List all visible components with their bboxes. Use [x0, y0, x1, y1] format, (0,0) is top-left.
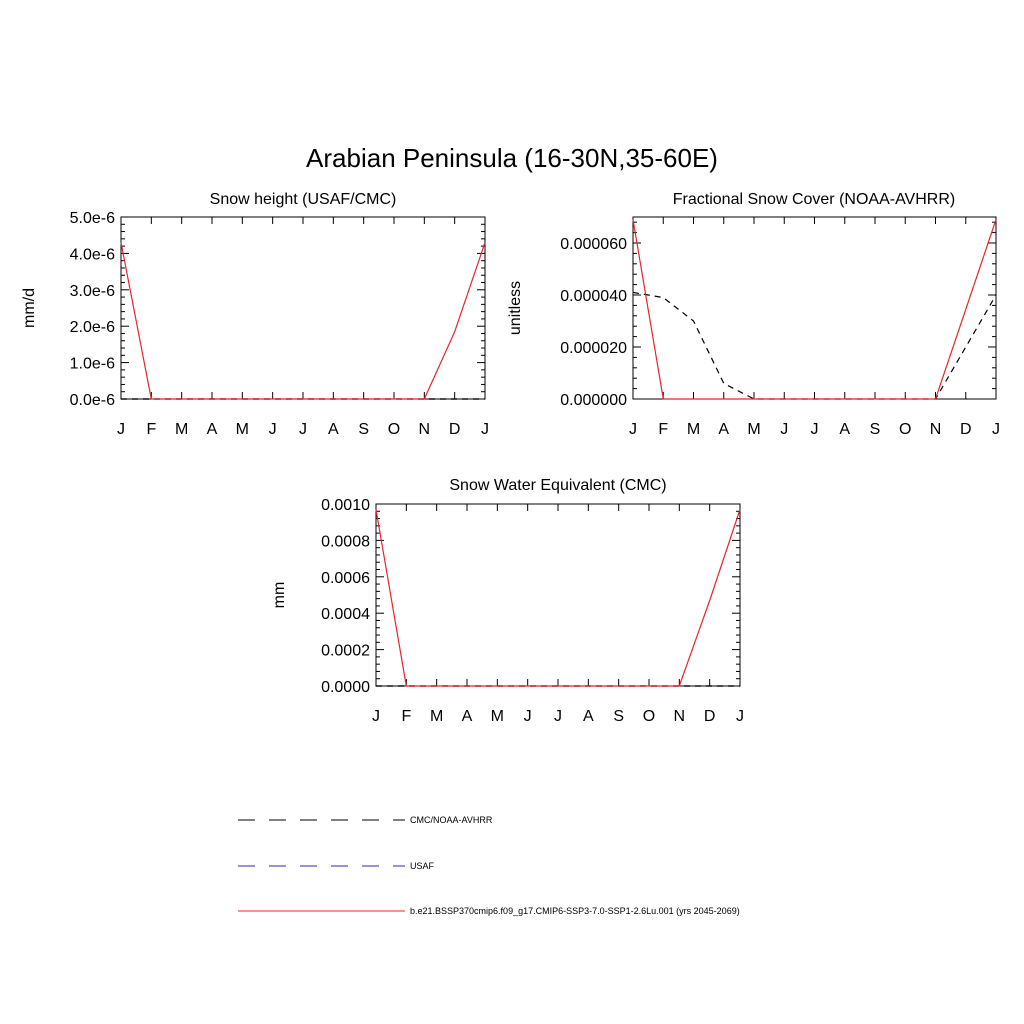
plot-area — [70, 210, 489, 438]
series-line — [376, 510, 740, 687]
x-tick-label: F — [658, 421, 669, 438]
x-tick-label: J — [554, 708, 562, 725]
x-tick-label: J — [299, 421, 307, 438]
x-tick-label: N — [929, 421, 942, 438]
panel-snow-water-equivalent — [271, 477, 744, 725]
x-tick-label: J — [810, 421, 819, 438]
panel-snow-height — [21, 191, 489, 438]
x-tick-label: D — [959, 421, 972, 438]
y-tick-label: 0.0002 — [321, 642, 370, 660]
series-line — [633, 220, 996, 399]
y-axis-label: mm — [271, 581, 288, 609]
plot-area — [321, 497, 744, 725]
x-tick-label: A — [839, 421, 851, 438]
x-tick-label: O — [899, 421, 912, 438]
x-tick-label: J — [780, 421, 789, 438]
x-tick-label: D — [703, 708, 716, 725]
y-tick-label: 5.0e-6 — [69, 210, 115, 227]
series-line — [633, 292, 996, 399]
x-tick-label: S — [613, 708, 625, 725]
legend-entry-cmc — [238, 815, 493, 825]
panel-title: Fractional Snow Cover (NOAA-AVHRR) — [672, 191, 956, 208]
x-tick-label: M — [686, 421, 701, 438]
x-tick-label: A — [718, 421, 730, 438]
legend-entry-model — [238, 906, 740, 916]
x-tick-label: J — [481, 421, 489, 438]
panel-fractional-snow-cover — [507, 191, 1000, 438]
x-tick-label: J — [992, 421, 1000, 438]
legend-entry-usaf — [238, 861, 435, 871]
y-tick-label: 0.0004 — [321, 606, 370, 624]
legend-label: USAF — [410, 861, 435, 871]
y-tick-label: 0.000000 — [560, 392, 627, 409]
x-tick-label: N — [673, 708, 686, 725]
x-tick-label: N — [418, 421, 431, 438]
x-tick-label: F — [401, 708, 412, 725]
x-tick-label: F — [146, 421, 157, 438]
panel-title: Snow height (USAF/CMC) — [209, 191, 397, 208]
x-tick-label: A — [206, 421, 218, 438]
y-axis-label: unitless — [507, 280, 524, 336]
y-tick-label: 0.000060 — [560, 236, 627, 253]
y-tick-label: 0.0e-6 — [69, 392, 115, 409]
x-tick-label: M — [235, 421, 249, 438]
y-tick-label: 0.000020 — [560, 340, 627, 357]
y-tick-label: 3.0e-6 — [69, 282, 115, 300]
x-tick-label: J — [117, 421, 125, 438]
x-tick-label: J — [268, 421, 277, 438]
figure-title: Arabian Peninsula (16-30N,35-60E) — [306, 143, 718, 173]
x-tick-label: A — [582, 708, 594, 725]
plot-frame — [376, 504, 740, 686]
x-tick-label: J — [736, 708, 744, 725]
plot-frame — [121, 217, 485, 399]
y-tick-label: 0.000040 — [560, 288, 627, 305]
plot-frame — [633, 217, 996, 399]
series-line — [121, 243, 485, 400]
x-tick-label: A — [327, 421, 339, 438]
x-tick-label: S — [358, 421, 370, 438]
plot-area — [560, 217, 1000, 438]
x-tick-label: M — [175, 421, 189, 438]
x-tick-label: A — [461, 708, 473, 725]
x-tick-label: M — [490, 708, 504, 725]
y-tick-label: 2.0e-6 — [69, 319, 115, 337]
x-tick-label: J — [523, 708, 532, 725]
y-tick-label: 0.0006 — [321, 569, 370, 587]
x-tick-label: O — [387, 421, 401, 438]
y-tick-label: 0.0010 — [321, 497, 370, 514]
y-tick-label: 4.0e-6 — [69, 246, 115, 264]
y-tick-label: 1.0e-6 — [69, 355, 115, 373]
y-tick-label: 0.0008 — [321, 533, 370, 551]
y-axis-label: mm/d — [21, 288, 38, 328]
x-tick-label: J — [372, 708, 380, 725]
x-tick-label: M — [747, 421, 761, 438]
panel-title: Snow Water Equivalent (CMC) — [449, 477, 667, 494]
x-tick-label: J — [629, 421, 637, 438]
legend-label: CMC/NOAA-AVHRR — [410, 815, 493, 825]
x-tick-label: S — [869, 421, 881, 438]
x-tick-label: M — [430, 708, 444, 725]
y-tick-label: 0.0000 — [321, 679, 370, 696]
legend — [238, 815, 740, 916]
legend-label: b.e21.BSSP370cmip6.f09_g17.CMIP6-SSP3-7.0-SSP1-2.6Lu.001 (yrs 2045-2069) — [410, 906, 740, 916]
x-tick-label: O — [642, 708, 656, 725]
x-tick-label: D — [448, 421, 461, 438]
